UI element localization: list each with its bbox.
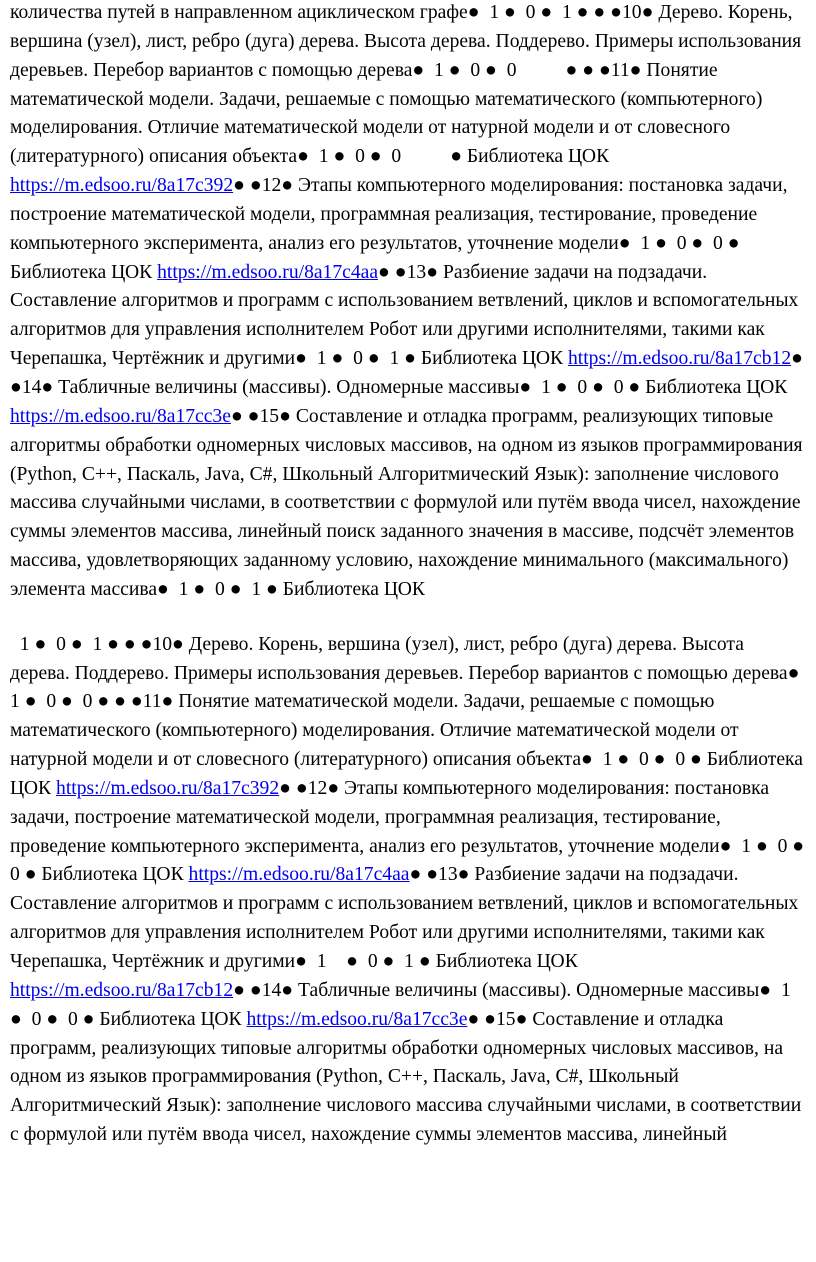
text-run: ● ●12● Этапы компьютерного моделирования: постановка задачи, построение математической модели, программная реализация, тестирование, проведение компьютерного эксперимента, анализ его результатов, уточнение модели● 1 ● 0 ● 0 ● Библиотека ЦОК: [10, 777, 814, 886]
text-run: ● ●15● Составление и отладка программ, реализующих типовые алгоритмы обработки одномерных числовых массивов, на одном из языков программирования (Python, C++, Паскаль, Java, C#, Школьный Алгоритмический Язык): заполнение числового массива случайными числами, в соответствии с формулой или путём ввода чисел, нахождение суммы элементов массива, линейный: [10, 1008, 807, 1146]
text-run: количества путей в направленном ациклическом графе● 1 ● 0 ● 1 ● ● ●10● Дерево. Корень, вершина (узел), лист, ребро (дуга) дерева. Высота дерева. Поддерево. Примеры использования деревьев. Перебор вариантов с помощью дерева● 1 ● 0 ● 0 ● ● ●11● Понятие математической модели. Задачи, решаемые с помощью математического (компьютерного) моделирования. Отличие математической модели от натурной модели и от словесного (литературного) описания объекта● 1 ● 0 ● 0 ● Библиотека ЦОК: [10, 2, 807, 168]
paragraph-curriculum-2: [10, 631, 814, 1150]
library-link[interactable]: https://m.edsoo.ru/8a17c4aa: [157, 261, 379, 283]
library-link[interactable]: https://m.edsoo.ru/8a17c392: [10, 175, 234, 197]
library-link[interactable]: https://m.edsoo.ru/8a17cb12: [567, 348, 792, 370]
library-link[interactable]: https://m.edsoo.ru/8a17c4aa: [188, 864, 410, 886]
text-run: ● ●13● Разбиение задачи на подзадачи. Составление алгоритмов и программ с использованием ветвлений, циклов и вспомогательных алгоритмов для управления исполнителем Робот или другими исполнителями, такими как Черепашка, Чертёжник и другими● 1 ● 0 ● 1 ● Библиотека ЦОК: [10, 864, 804, 972]
text-run: ● ●14● Табличные величины (массивы). Одномерные массивы● 1 ● 0 ● 0 ● Библиотека ЦОК: [10, 979, 796, 1030]
text-run: ● ●13● Разбиение задачи на подзадачи. Составление алгоритмов и программ с использованием ветвлений, циклов и вспомогательных алгоритмов для управления исполнителем Робот или другими исполнителями, такими как Черепашка, Чертёжник и другими● 1 ● 0 ● 1 ● Библиотека ЦОК: [10, 261, 804, 370]
text-run: ● ●14● Табличные величины (массивы). Одномерные массивы● 1 ● 0 ● 0 ● Библиотека ЦОК: [10, 348, 808, 398]
text-run: ● ●15● Составление и отладка программ, реализующих типовые алгоритмы обработки одномерных числовых массивов, на одном из языков программирования (Python, C++, Паскаль, Java, C#, Школьный Алгоритмический Язык): заполнение числового массива случайными числами, в соответствии с формулой или путём ввода чисел, нахождение суммы элементов массива, линейный поиск заданного значения в массиве, подсчёт элементов массива, удовлетворяющих заданному условию, нахождение минимального (максимального) элемента массива● 1 ● 0 ● 1 ● Библиотека ЦОК: [10, 405, 808, 600]
paragraph-curriculum-1: [10, 0, 806, 605]
library-link[interactable]: https://m.edsoo.ru/8a17cc3e: [246, 1008, 468, 1030]
library-link[interactable]: https://m.edsoo.ru/8a17c392: [56, 777, 280, 799]
library-link[interactable]: https://m.edsoo.ru/8a17cb12: [10, 979, 234, 1001]
library-link[interactable]: https://m.edsoo.ru/8a17cc3e: [10, 405, 231, 427]
text-run: 1 ● 0 ● 1 ● ● ●10● Дерево. Корень, вершина (узел), лист, ребро (дуга) дерева. Высота дерева. Поддерево. Примеры использования деревьев. Перебор вариантов с помощью дерева● 1 ● 0 ● 0 ● ● ●11● Понятие математической модели. Задачи, решаемые с помощью математического (компьютерного) моделирования. Отличие математической модели от натурной модели и от словесного (литературного) описания объекта● 1 ● 0 ● 0 ● Библиотека ЦОК: [10, 633, 810, 799]
text-run: ● ●12● Этапы компьютерного моделирования: постановка задачи, построение математической модели, программная реализация, тестирование, проведение компьютерного эксперимента, анализ его результатов, уточнение модели● 1 ● 0 ● 0 ● Библиотека ЦОК: [10, 175, 793, 283]
